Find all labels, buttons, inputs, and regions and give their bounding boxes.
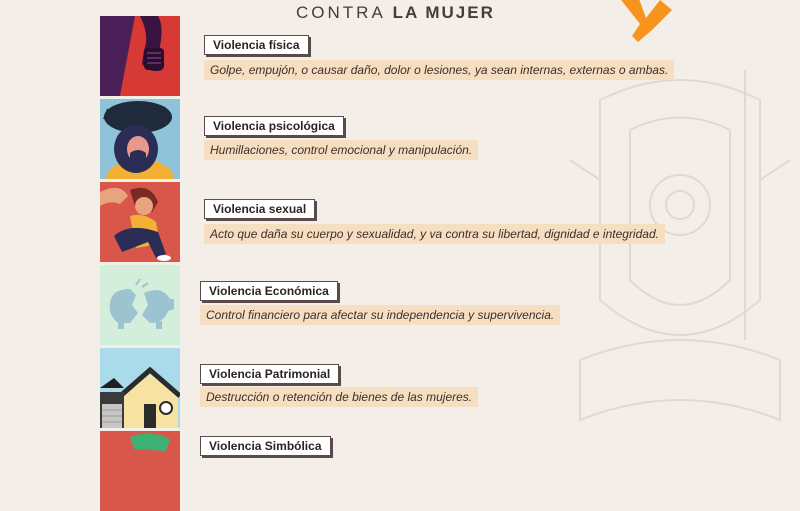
- crying-woman-icon: [100, 99, 180, 179]
- title-prefix: CONTRA: [296, 3, 385, 22]
- violence-description: Destrucción o retención de bienes de las mujeres.: [200, 387, 478, 407]
- violence-label: Violencia Económica: [200, 281, 338, 301]
- violence-item-physical: [100, 16, 720, 96]
- broken-piggy-bank-icon: [100, 265, 180, 345]
- violence-label: Violencia sexual: [204, 199, 315, 219]
- violence-item-sexual: [100, 182, 720, 262]
- violence-label: Violencia física: [204, 35, 309, 55]
- house-icon: [100, 348, 180, 428]
- violence-description: Humillaciones, control emocional y manipulación.: [204, 140, 478, 160]
- violence-label: Violencia Simbólica: [200, 436, 331, 456]
- violence-item-symbolic: [100, 431, 720, 511]
- hurt-woman-icon: [100, 182, 180, 262]
- violence-description: Control financiero para afectar su independencia y supervivencia.: [200, 305, 560, 325]
- symbol-icon: [100, 431, 180, 511]
- violence-label: Violencia Patrimonial: [200, 364, 339, 384]
- violence-description: Golpe, empujón, o causar daño, dolor o lesiones, ya sean internas, externas o ambas.: [204, 60, 674, 80]
- title-emphasis: LA MUJER: [392, 3, 495, 22]
- violence-description: Acto que daña su cuerpo y sexualidad, y va contra su libertad, dignidad e integridad.: [204, 224, 665, 244]
- violence-item-patrimonial: [100, 348, 720, 428]
- fist-icon: [100, 16, 180, 96]
- violence-label: Violencia psicológica: [204, 116, 344, 136]
- violence-item-psychological: [100, 99, 720, 179]
- violence-item-economic: [100, 265, 720, 345]
